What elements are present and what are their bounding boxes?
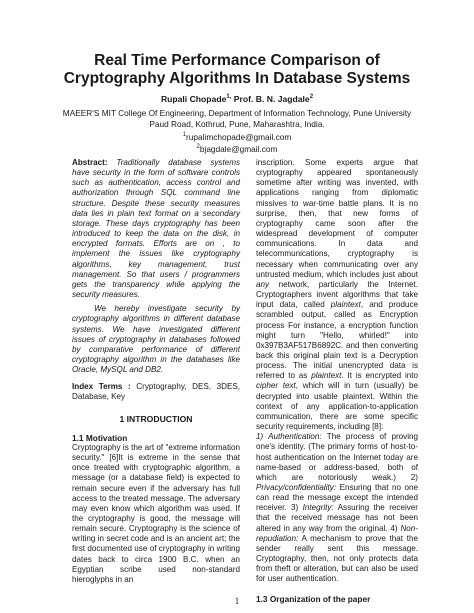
abstract-text-2: We hereby investigate security by cryptography algorithms in different database systems. We have investigated different issues of cryptography in databases followed by comparative performance of different cryptography algorithm in the databases like Oracle, MySQL and DB2. — [72, 304, 240, 375]
requirements-paragraph — [256, 432, 418, 584]
subsection-1-1-heading: 1.1 Motivation — [72, 432, 128, 443]
intro-text-a: inscription. Some experts argue that cryptography appeared spontaneously sometime after writing was invented, with applications ranging from diplomatic missives to war-time battle plans. It is no surprise, then, that new forms of cryptography came soon after the widespread development of computer communications. In data and telecommunications, cryptography is necessary when communicating over any untrusted medium, which includes just about — [256, 158, 418, 279]
req-3-text: Assuring the receiver that the received message has not been altered in any way from the original. 4) — [256, 503, 418, 533]
index-terms-text: Cryptography, DES, 3DES, Database, Key — [72, 382, 241, 402]
intro-plaintext: plaintext — [330, 300, 361, 310]
req-1-label: 1) Authentication: — [256, 432, 322, 442]
intro-text-e: , which will in turn (usually) be decrypted into usable plaintext. Within the context of any application-to-application communication, there are some specific security requirements, including [8]: — [256, 381, 418, 432]
req-2-text: Ensuring that no one can read the message except the intended receiver. 3) — [256, 483, 418, 513]
author-2-sup: 2 — [309, 94, 314, 100]
abstract-paragraph — [72, 158, 240, 300]
index-terms-label: Index Terms : — [72, 382, 131, 392]
email-1-sup: 1 — [182, 132, 187, 138]
author-1: Rupali Chopade — [160, 93, 227, 104]
page-number: 1 — [234, 596, 240, 606]
affiliation-line-1: MAEER'S MIT College Of Engineering, Department of Information Technology, Pune University — [62, 108, 412, 118]
paper-title — [0, 52, 474, 88]
section-1-heading: 1 INTRODUCTION — [119, 413, 193, 424]
intro-text-b: network, particularly the Internet. Cryptographers invent algorithms that take input data, called — [256, 279, 418, 310]
email-1-line — [0, 130, 474, 142]
motivation-text: Cryptography is the art of "extreme information security." [6]It is extreme in the sense that once treated with cryptographic algorithm, a message (or a database field) is expected to remain secure even if the adversary has full access to the treated message. The adversary may even know which algorithm was used. If the cryptography is good, the message will remain secure. Cryptography is the science of writing in secret code and is an ancient art; the first documented use of cryptography in writing dates back to circa 1900 B.C. when an Egyptian scribe used non-standard hieroglyphs in an — [72, 442, 240, 584]
req-4-label: Non-repudiation: — [256, 523, 418, 543]
req-2-label: Privacy/confidentiality: — [256, 483, 337, 492]
index-terms — [72, 382, 240, 402]
affiliation — [60, 108, 414, 129]
req-1-text: The process of proving one's identity. (The primary forms of host-to-host authentication on the Internet today are name-based or address-based, both of which are notoriously weak.) 2) — [256, 432, 418, 482]
affiliation-line-2: Paud Road, Kothrud, Pune, Maharashtra, India. — [149, 118, 325, 129]
email-2: bjagdale@gmail.com — [199, 143, 278, 154]
intro-any: any — [256, 279, 270, 289]
intro-text-c: , and produce scrambled output, called as Encryption process For instance, a encryption function might turn "Hello, whirled!" into 0x397B3AF517B6892C. and then converting back this original plain text is a Decryption process. The initial unencrypted data is referred to as — [256, 300, 418, 381]
author-2: Prof. B. N. Jagdale — [231, 93, 310, 104]
right-column — [256, 158, 418, 604]
email-2-sup: 2 — [196, 144, 200, 150]
req-3-label: Integrity: — [302, 503, 334, 513]
req-4-text: A mechanism to prove that the sender really sent this message. Cryptography, then, not only protects data from theft or alteration, but can also be used for user authentication. — [256, 533, 418, 584]
author-1-sup: 1, — [226, 94, 232, 100]
subsection-1-3-heading: 1.3 Organization of the paper — [256, 593, 371, 604]
intro-cipher-text: cipher text — [256, 381, 296, 391]
intro-paragraph — [256, 158, 418, 432]
intro-plaintext-2: plaintext — [311, 371, 342, 381]
title-line-2: Cryptography Algorithms In Database Systems — [63, 70, 411, 87]
abstract-text-1: Traditionally database systems have security in the form of software controls such as authentication, access control and authorization through SQL command line structure. Despite these security measures data lies in plain text format on a secondary storage. These days cryptography has been introduced to keep the data on the disk, in encrypted formats. Efforts are on , to implement the issues like cryptography algorithms, key management, trust management. So that users / programmers gets the transparency while applying the security measures. — [72, 158, 241, 300]
left-column — [72, 158, 240, 585]
author-list — [0, 92, 474, 105]
email-2-line — [0, 142, 474, 154]
email-1: rupalimchopade@gmail.com — [186, 131, 292, 142]
abstract-label: Abstract: — [72, 158, 108, 167]
intro-text-d: . It is encrypted into — [341, 371, 418, 381]
title-line-1: Real Time Performance Comparison of — [94, 52, 380, 69]
